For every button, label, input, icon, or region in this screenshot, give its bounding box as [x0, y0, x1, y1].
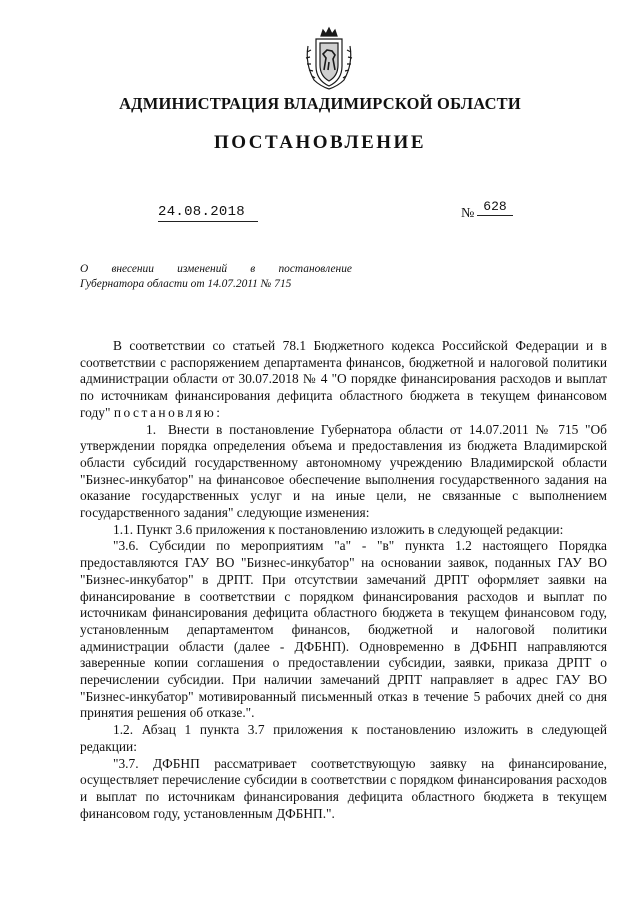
subject-word: О — [80, 263, 89, 275]
item-1-paragraph — [80, 422, 607, 522]
decree-word: постановляю: — [113, 404, 223, 420]
document-type: ПОСТАНОВЛЕНИЕ — [213, 132, 427, 153]
number-label: № — [461, 206, 475, 221]
clause-3-6-paragraph: "3.6. Субсидии по мероприятиям "а" - "в" пункта 1.2 настоящего Порядка предоставляются ГАУ ВО "Бизнес-инкубатор" на основании заявок, поданных ГАУ ВО "Бизнес-инкубатор" в ДРПТ. При отсутствии замечаний ДРПТ оформляет заявки на финансирование в соответствии с порядком финансирования расходов и выплат по источникам финансирования дефицита областного бюджета в текущем финансовом году, установленным департаментом финансов, бюджетной и налоговой политики администрации области (далее - ДФБНП). Одновременно в ДФБНП направляются заверенные копии соглашения о предоставлении субсидии, заявки, приказа ДРПТ о перечислении субсидии. При наличии замечаний ДРПТ направляет в адрес ГАУ ВО "Бизнес-инкубатор" мотивированный письменный отказ в течение 5 рабочих дней со дня принятия решения об отказе.". — [80, 538, 607, 721]
coat-of-arms-icon — [302, 26, 356, 92]
clause-3-7-paragraph: "3.7. ДФБНП рассматривает соответствующую заявку на финансирование, осуществляет перечисление субсидии в соответствии с порядком финансирования расходов и выплат по источникам финансирования дефицита областного бюджета в текущем финансовом году, установленным ДФБНП.". — [80, 755, 607, 821]
preamble-paragraph — [80, 338, 607, 422]
item-1-1-paragraph: 1.1. Пункт 3.6 приложения к постановлению изложить в следующей редакции: — [113, 521, 564, 537]
subject-line-2: Губернатора области от 14.07.2011 № 715 — [80, 278, 292, 290]
item-1-number: 1. — [146, 421, 157, 437]
subject-word: изменений — [177, 263, 228, 275]
document-number: 628 — [477, 199, 513, 216]
item-1-2-paragraph: 1.2. Абзац 1 пункта 3.7 приложения к постановлению изложить в следующей редакции: — [80, 722, 607, 754]
subject-line-1 — [80, 262, 352, 277]
item-1-text: Внести в постановление Губернатора области от 14.07.2011 № 715 "Об утверждении порядка определения объема и предоставления из бюджета Владимирской области субсидий государственному автономному учреждению Владимирской области "Бизнес-инкубатор" на финансовое обеспечение выполнения государственного задания на оказание государственных услуг и на иные цели, не связанные с выполнением государственного задания" следующие изменения: — [80, 421, 607, 521]
document-date: 24.08.2018 — [158, 204, 258, 222]
subject-word: внесении — [111, 263, 154, 275]
organization-title: АДМИНИСТРАЦИЯ ВЛАДИМИРСКОЙ ОБЛАСТИ — [119, 94, 521, 113]
preamble-text: В соответствии со статьей 78.1 Бюджетного кодекса Российской Федерации и в соответствии с распоряжением департамента финансов, бюджетной и налоговой политики администрации области от 30.07.2018 № 4 "О порядке финансирования расходов и выплат по источникам финансирования дефицита областного бюджета в текущем финансовом году" — [80, 338, 607, 420]
document-body — [80, 338, 607, 822]
document-subject — [80, 262, 352, 292]
subject-word: постановление — [278, 263, 352, 275]
subject-word: в — [250, 263, 256, 275]
